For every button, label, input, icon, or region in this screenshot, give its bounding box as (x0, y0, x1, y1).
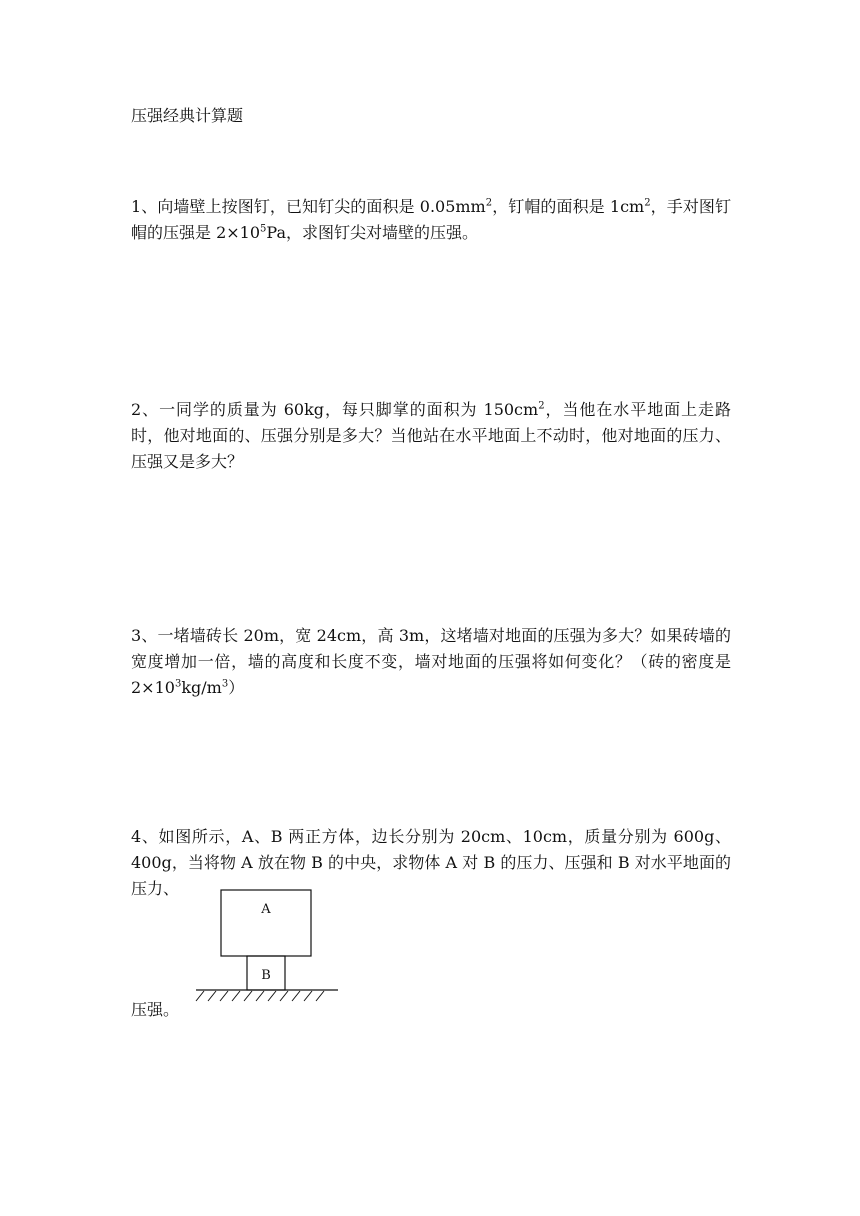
question-2 (131, 397, 731, 475)
block-a (221, 890, 311, 956)
blocks-diagram (194, 886, 344, 1004)
superscript: 3 (221, 678, 229, 690)
question-number: 3、 (131, 626, 158, 645)
superscript: 2 (644, 197, 651, 209)
question-number: 2、 (131, 400, 160, 419)
question-number: 4、 (131, 827, 159, 846)
question-number: 1、 (131, 197, 158, 216)
superscript: 2 (538, 400, 545, 412)
page-title: 压强经典计算题 (131, 106, 244, 125)
question-text: ，当他在水平地面上走路时，他对地面的、压强分别是多大？当他站在水平地面上不动时，他对地面的压力、压强又是多大？ (131, 400, 731, 471)
question-1 (131, 194, 731, 246)
question-text: ，手对图钉帽的压强是 2×10 (131, 197, 731, 242)
block-b-label: B (261, 968, 271, 983)
question-text: 如图所示，A、B 两正方体，边长分别为 20cm、10cm，质量分别为 600g、400g，当将物 A 放在物 B 的中央，求物体 A 对 B 的压力、压强和 B 对水平地面的压力、 (131, 827, 731, 898)
question-text: ，钉帽的面积是 1cm (492, 197, 645, 216)
question-text: 向墙壁上按图钉，已知钉尖的面积是 0.05mm (157, 197, 486, 216)
question-text: 一堵墙砖长 20m，宽 24cm，高 3m，这堵墙对地面的压强为多大？如果砖墙的宽度增加一倍，墙的高度和长度不变，墙对地面的压强将如何变化？（砖的密度是 2×10 (131, 626, 731, 697)
question-text: 一同学的质量为 60kg，每只脚掌的面积为 150cm (159, 400, 539, 419)
superscript: 5 (260, 223, 267, 235)
question-text: Pa，求图钉尖对墙壁的压强。 (266, 223, 479, 242)
superscript: 3 (174, 678, 182, 690)
question-3 (131, 623, 731, 701)
question-text: kg/m (181, 678, 222, 697)
superscript: 2 (485, 197, 493, 209)
question-4-tail: 压强。 (131, 1000, 180, 1019)
block-a-label: A (261, 902, 271, 917)
ground-hatching (196, 991, 324, 1001)
question-text: ） (228, 678, 245, 697)
